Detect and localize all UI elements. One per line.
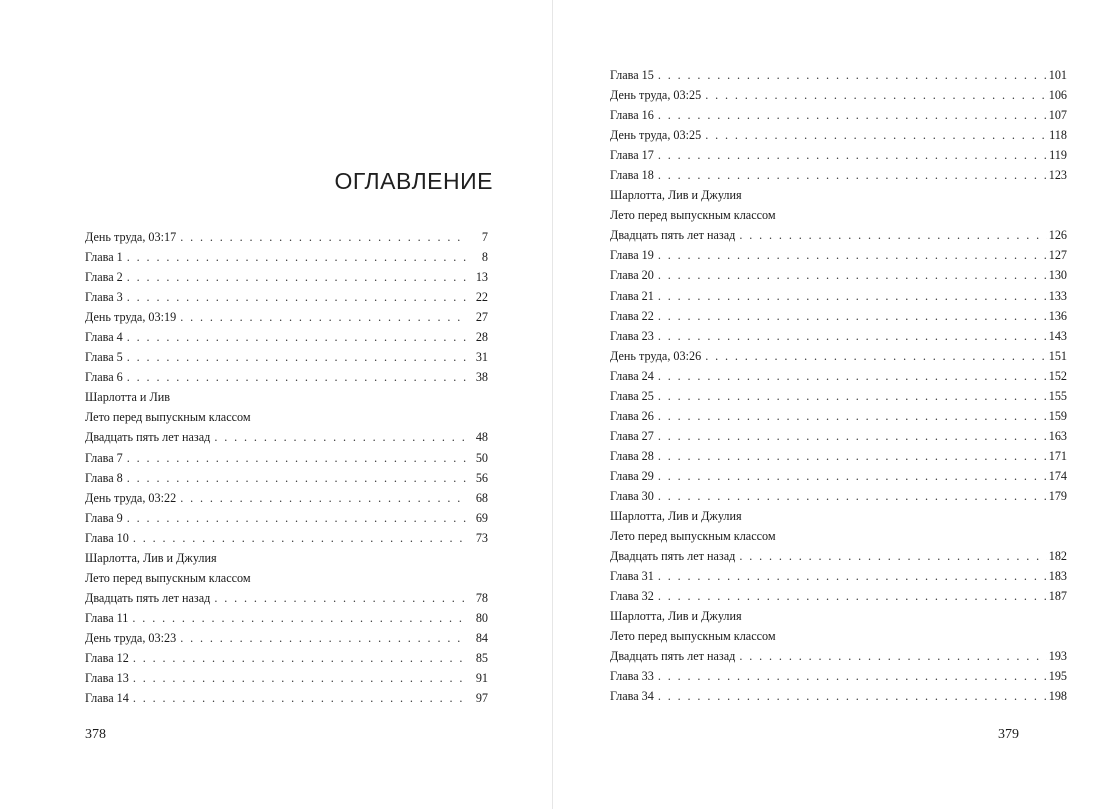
toc-entry: [85, 227, 488, 247]
toc-entry-title: Глава 7: [85, 450, 123, 465]
toc-entry-page: 80: [475, 610, 488, 625]
toc-entry: [85, 468, 488, 488]
toc-entry-title: Глава 33: [610, 669, 654, 684]
toc-entry-title: Глава 2: [85, 270, 123, 285]
dot-leader: [123, 327, 466, 347]
toc-entry-title: Глава 14: [85, 691, 129, 706]
toc-entry-page: 118: [1049, 128, 1067, 143]
toc-entry-title: Шарлотта, Лив и Джулия: [610, 509, 742, 524]
toc-entry-page: 73: [475, 530, 488, 545]
page-number-right: 379: [998, 727, 1019, 742]
toc-entry: [610, 145, 1067, 165]
dot-leader: [735, 546, 1047, 566]
toc-entry-title: Лето перед выпускным классом: [610, 629, 776, 644]
dot-leader: [654, 165, 1047, 185]
dot-leader: [176, 488, 466, 508]
toc-entry: [85, 407, 488, 427]
toc-entry-page: 97: [475, 691, 488, 706]
toc-entry: [610, 286, 1067, 306]
toc-entry-title: Глава 6: [85, 370, 123, 385]
toc-entry: [610, 666, 1067, 686]
toc-entry-title: Глава 19: [610, 248, 654, 263]
toc-entry: [610, 566, 1067, 586]
dot-leader: [129, 528, 466, 548]
dot-leader: [210, 588, 466, 608]
toc-entry-title: Глава 13: [85, 671, 129, 686]
dot-leader: [654, 105, 1047, 125]
dot-leader: [654, 666, 1047, 686]
toc-entry-title: Лето перед выпускным классом: [610, 529, 776, 544]
toc-entry: [610, 306, 1067, 326]
toc-entry-title: Двадцать пять лет назад: [610, 549, 736, 564]
toc-list-left: [85, 227, 488, 708]
toc-entry-page: 50: [475, 450, 488, 465]
toc-entry-title: День труда, 03:17: [85, 230, 177, 244]
toc-entry: [85, 267, 488, 287]
dot-leader: [654, 306, 1047, 326]
toc-entry: [610, 245, 1067, 265]
toc-entry-title: Лето перед выпускным классом: [85, 570, 251, 585]
toc-entry: [85, 448, 488, 468]
dot-leader: [654, 145, 1047, 165]
toc-entry-title: День труда, 03:25: [610, 88, 702, 103]
toc-entry-page: 163: [1048, 428, 1067, 443]
dot-leader: [654, 486, 1047, 506]
toc-entry: [610, 165, 1067, 185]
toc-entry-page: 91: [475, 671, 488, 686]
toc-entry: [610, 506, 1067, 526]
toc-entry: [85, 427, 488, 447]
toc-entry: [85, 668, 488, 688]
dot-leader: [654, 326, 1047, 346]
toc-entry-title: Лето перед выпускным классом: [85, 410, 251, 425]
toc-entry-page: 7: [481, 230, 488, 244]
toc-entry-title: Двадцать пять лет назад: [85, 430, 211, 445]
toc-entry-page: 48: [475, 430, 488, 445]
toc-entry-page: 133: [1048, 288, 1067, 303]
toc-entry: [85, 548, 488, 568]
toc-entry-page: 56: [475, 470, 488, 485]
dot-leader: [701, 85, 1047, 105]
toc-entry-page: 183: [1048, 569, 1067, 584]
dot-leader: [654, 566, 1047, 586]
dot-leader: [654, 406, 1047, 426]
toc-entry-title: Шарлотта и Лив: [85, 390, 171, 405]
toc-entry: [610, 225, 1067, 245]
toc-entry-title: День труда, 03:19: [85, 310, 177, 325]
toc-entry: [85, 528, 488, 548]
toc-entry: [85, 387, 488, 407]
toc-entry-page: 159: [1048, 408, 1067, 423]
toc-entry-title: Лето перед выпускным классом: [610, 208, 776, 223]
toc-entry-title: Шарлотта, Лив и Джулия: [85, 550, 217, 565]
toc-entry-page: 126: [1048, 228, 1067, 243]
toc-entry-page: 193: [1048, 649, 1067, 664]
dot-leader: [654, 586, 1047, 606]
toc-entry: [85, 608, 488, 628]
toc-entry-page: 182: [1048, 549, 1067, 564]
toc-entry-page: 28: [475, 330, 488, 345]
dot-leader: [123, 367, 466, 387]
toc-entry: [85, 568, 488, 588]
toc-entry-page: 127: [1048, 248, 1067, 263]
toc-entry: [610, 586, 1067, 606]
toc-entry: [610, 205, 1067, 225]
toc-entry: [610, 406, 1067, 426]
toc-entry: [85, 488, 488, 508]
toc-entry: [610, 185, 1067, 205]
toc-entry: [610, 486, 1067, 506]
toc-entry-title: Глава 17: [610, 148, 654, 163]
toc-entry: [610, 466, 1067, 486]
dot-leader: [129, 648, 466, 668]
dot-leader: [123, 347, 466, 367]
toc-entry-page: 119: [1049, 148, 1067, 163]
toc-entry-page: 69: [475, 510, 488, 525]
toc-entry-page: 13: [475, 270, 488, 285]
toc-entry-title: День труда, 03:22: [85, 490, 177, 505]
toc-entry: [610, 346, 1067, 366]
dot-leader: [210, 427, 466, 447]
toc-entry: [85, 508, 488, 528]
toc-list-right: [610, 65, 1067, 707]
toc-entry-title: Глава 26: [610, 408, 654, 423]
page-number-left: 378: [85, 727, 106, 742]
toc-entry-title: Двадцать пять лет назад: [610, 649, 736, 664]
dot-leader: [123, 508, 466, 528]
toc-entry-title: День труда, 03:26: [610, 348, 702, 363]
dot-leader: [654, 466, 1047, 486]
toc-entry: [85, 327, 488, 347]
toc-entry-page: 195: [1048, 669, 1067, 684]
toc-entry-title: День труда, 03:23: [85, 630, 177, 645]
dot-leader: [176, 307, 466, 327]
toc-entry: [610, 326, 1067, 346]
toc-entry-page: 38: [475, 370, 488, 385]
toc-entry-page: 151: [1048, 348, 1067, 363]
toc-entry-title: Глава 34: [610, 689, 654, 704]
toc-entry-page: 136: [1048, 308, 1067, 323]
toc-entry-page: 22: [475, 290, 488, 305]
toc-entry-page: 155: [1048, 388, 1067, 403]
toc-entry-page: 27: [475, 310, 488, 325]
toc-entry-title: Глава 3: [85, 290, 123, 305]
dot-leader: [654, 426, 1047, 446]
toc-entry-title: Глава 31: [610, 569, 654, 584]
dot-leader: [123, 267, 466, 287]
toc-entry: [610, 426, 1067, 446]
toc-entry-page: 187: [1048, 589, 1067, 604]
toc-entry-title: Глава 5: [85, 350, 123, 365]
toc-entry-page: 8: [481, 250, 488, 265]
dot-leader: [654, 446, 1047, 466]
dot-leader: [128, 608, 466, 628]
toc-entry: [610, 65, 1067, 85]
dot-leader: [654, 245, 1047, 265]
dot-leader: [654, 386, 1047, 406]
toc-entry-title: Глава 16: [610, 108, 654, 123]
dot-leader: [123, 247, 466, 267]
toc-entry: [610, 606, 1067, 626]
toc-entry: [610, 85, 1067, 105]
toc-entry: [610, 446, 1067, 466]
toc-entry-page: 143: [1048, 328, 1067, 343]
toc-entry-title: Глава 28: [610, 448, 654, 463]
toc-entry-title: Глава 25: [610, 388, 654, 403]
toc-entry: [610, 646, 1067, 666]
dot-leader: [735, 225, 1047, 245]
dot-leader: [123, 468, 466, 488]
toc-entry-title: Глава 11: [85, 610, 129, 625]
toc-entry-title: Глава 29: [610, 468, 654, 483]
dot-leader: [701, 125, 1047, 145]
toc-entry-title: Глава 24: [610, 368, 654, 383]
toc-entry: [610, 686, 1067, 706]
toc-entry-page: 130: [1048, 268, 1067, 283]
toc-entry: [610, 626, 1067, 646]
toc-entry-page: 174: [1048, 468, 1067, 483]
toc-entry-title: Глава 8: [85, 470, 123, 485]
toc-entry-title: Шарлотта, Лив и Джулия: [610, 188, 742, 203]
dot-leader: [123, 448, 466, 468]
toc-entry: [610, 526, 1067, 546]
dot-leader: [654, 366, 1047, 386]
toc-entry-page: 78: [475, 590, 488, 605]
toc-entry-title: Глава 18: [610, 168, 654, 183]
dot-leader: [129, 668, 466, 688]
toc-entry-page: 171: [1048, 448, 1067, 463]
toc-entry-title: Шарлотта, Лив и Джулия: [610, 609, 742, 624]
toc-entry-page: 107: [1048, 108, 1067, 123]
dot-leader: [129, 688, 466, 708]
toc-entry: [610, 366, 1067, 386]
toc-entry: [85, 347, 488, 367]
dot-leader: [654, 265, 1047, 285]
toc-entry: [85, 367, 488, 387]
toc-entry-page: 123: [1048, 168, 1067, 183]
toc-entry-page: 179: [1048, 488, 1067, 503]
toc-entry: [85, 588, 488, 608]
dot-leader: [654, 686, 1047, 706]
dot-leader: [123, 287, 466, 307]
toc-entry-title: Глава 1: [85, 250, 123, 265]
dot-leader: [654, 286, 1047, 306]
toc-entry-title: Глава 32: [610, 589, 654, 604]
toc-entry-title: Глава 10: [85, 530, 129, 545]
toc-entry-page: 68: [475, 490, 488, 505]
toc-entry: [85, 307, 488, 327]
toc-entry-page: 152: [1048, 368, 1067, 383]
dot-leader: [176, 227, 466, 247]
toc-entry: [610, 105, 1067, 125]
dot-leader: [654, 65, 1047, 85]
toc-entry-page: 198: [1048, 689, 1067, 704]
dot-leader: [701, 346, 1047, 366]
toc-entry-title: Глава 23: [610, 328, 654, 343]
toc-entry-title: Глава 27: [610, 428, 654, 443]
toc-entry: [85, 648, 488, 668]
toc-entry-title: Глава 30: [610, 488, 654, 503]
toc-entry-title: Глава 12: [85, 650, 129, 665]
right-page: [553, 0, 1110, 809]
toc-title: ОГЛАВЛЕНИЕ: [334, 168, 493, 194]
toc-entry-title: Двадцать пять лет назад: [610, 228, 736, 243]
toc-entry: [610, 125, 1067, 145]
toc-entry: [610, 386, 1067, 406]
toc-entry-title: День труда, 03:25: [610, 128, 702, 143]
toc-entry: [85, 688, 488, 708]
left-page: [0, 0, 552, 809]
toc-entry: [610, 265, 1067, 285]
toc-entry-page: 106: [1048, 88, 1067, 103]
toc-entry: [85, 287, 488, 307]
toc-entry: [610, 546, 1067, 566]
toc-entry-page: 85: [475, 650, 488, 665]
toc-entry-title: Глава 4: [85, 330, 123, 345]
toc-entry-title: Глава 20: [610, 268, 654, 283]
toc-entry-title: Глава 9: [85, 510, 123, 525]
toc-entry-title: Глава 22: [610, 308, 654, 323]
toc-entry-title: Глава 21: [610, 288, 654, 303]
toc-entry-title: Глава 15: [610, 68, 654, 82]
toc-entry-title: Двадцать пять лет назад: [85, 590, 211, 605]
toc-entry-page: 84: [475, 630, 488, 645]
toc-entry-page: 101: [1048, 68, 1067, 82]
toc-entry-page: 31: [475, 350, 488, 365]
dot-leader: [176, 628, 466, 648]
dot-leader: [735, 646, 1047, 666]
toc-entry: [85, 628, 488, 648]
toc-entry: [85, 247, 488, 267]
